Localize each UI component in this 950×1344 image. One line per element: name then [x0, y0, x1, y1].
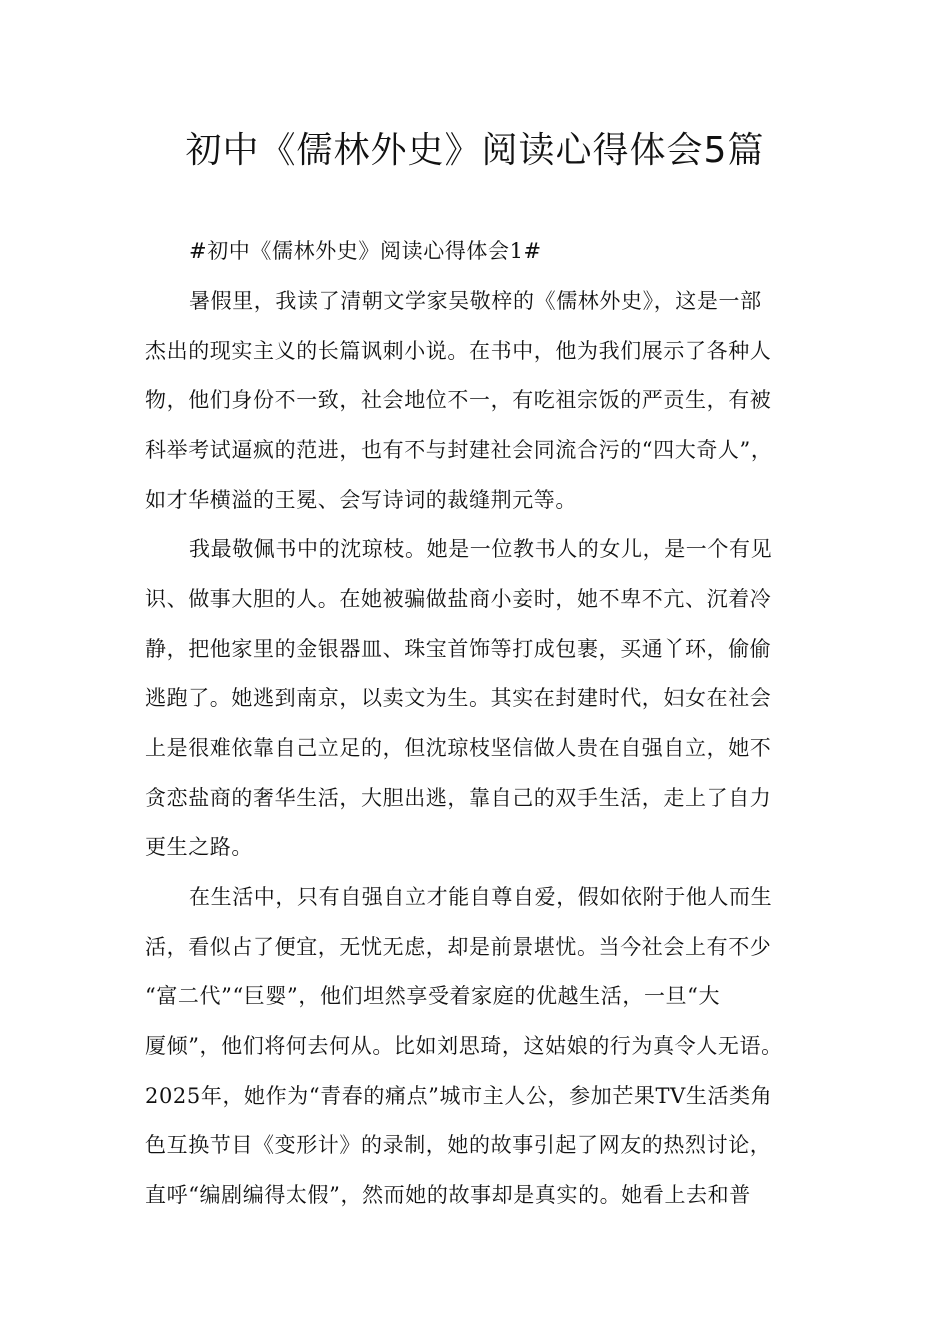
paragraph-line: 在生活中，只有自强自立才能自尊自爱，假如依附于他人而生 [189, 885, 773, 909]
paragraph-line: 更生之路。 [145, 835, 253, 859]
paragraph-line: 直呼“编剧编得太假”，然而她的故事却是真实的。她看上去和普 [145, 1183, 751, 1207]
paragraph-line: 我最敬佩书中的沈琼枝。她是一位教书人的女儿，是一个有见 [189, 537, 773, 561]
paragraph-line: 2025年，她作为“青春的痛点”城市主人公，参加芒果TV生活类角 [145, 1084, 773, 1108]
paragraph-line: “富二代”“巨婴”，他们坦然享受着家庭的优越生活，一旦“大 [145, 984, 721, 1008]
paragraph-line: 科举考试逼疯的范进，也有不与封建社会同流合污的“四大奇人”， [145, 438, 773, 462]
paragraph-line: 静，把他家里的金银器皿、珠宝首饰等打成包裹，买通丫环，偷偷 [145, 637, 772, 661]
paragraph-line: 贪恋盐商的奢华生活，大胆出逃，靠自己的双手生活，走上了自力 [145, 786, 772, 810]
paragraph-line: 色互换节目《变形计》的录制，她的故事引起了网友的热烈讨论， [145, 1133, 772, 1157]
paragraph-line: 逃跑了。她逃到南京，以卖文为生。其实在封建时代，妇女在社会 [145, 686, 772, 710]
paragraph-line: 杰出的现实主义的长篇讽刺小说。在书中，他为我们展示了各种人 [145, 339, 772, 363]
paragraph-line: 识、做事大胆的人。在她被骗做盐商小妾时，她不卑不亢、沉着冷 [145, 587, 772, 611]
paragraph-line: 活，看似占了便宜，无忧无虑，却是前景堪忧。当今社会上有不少 [145, 935, 772, 959]
document-title: 初中《儒林外史》阅读心得体会5篇 [185, 130, 765, 171]
paragraph-line: 物，他们身份不一致，社会地位不一，有吃祖宗饭的严贡生，有被 [145, 388, 772, 412]
section-heading: #初中《儒林外史》阅读心得体会1# [189, 239, 542, 263]
paragraph-line: 暑假里，我读了清朝文学家吴敬梓的《儒林外史》，这是一部 [189, 289, 762, 313]
paragraph-line: 如才华横溢的王冕、会写诗词的裁缝荆元等。 [145, 488, 577, 512]
paragraph-line: 上是很难依靠自己立足的，但沈琼枝坚信做人贵在自强自立，她不 [145, 736, 772, 760]
paragraph-line: 厦倾”，他们将何去何从。比如刘思琦，这姑娘的行为真令人无语。 [145, 1034, 783, 1058]
